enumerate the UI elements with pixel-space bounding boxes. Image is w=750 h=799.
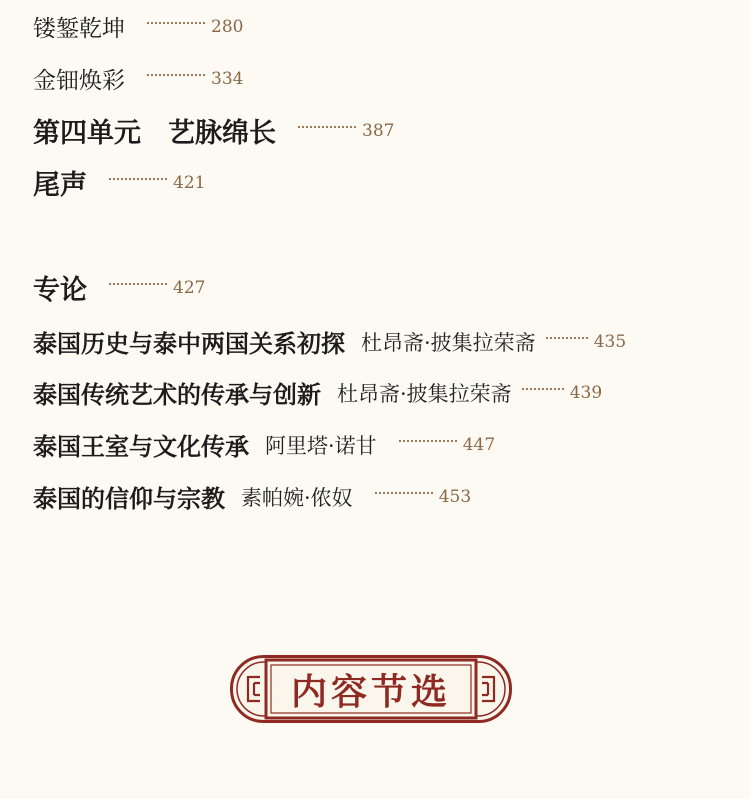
toc-entry-author: 杜昂斋·披集拉荣斋	[361, 330, 536, 355]
content-excerpt-badge	[230, 655, 512, 723]
dot-leader	[109, 178, 167, 180]
toc-entry-title: 尾声	[33, 170, 87, 201]
toc-entry-title: 金钿焕彩	[33, 68, 125, 94]
toc-entry-title: 泰国历史与泰中两国关系初探	[33, 329, 345, 358]
dot-leader	[399, 440, 457, 442]
toc-entry-title: 镂錾乾坤	[33, 16, 125, 42]
toc-entry	[33, 62, 243, 95]
dot-leader	[109, 283, 167, 285]
toc-entry-page: 453	[438, 486, 472, 507]
toc-entry-author: 阿里塔·诺甘	[265, 433, 377, 458]
dot-leader	[147, 74, 205, 76]
toc-section-heading	[33, 268, 205, 307]
toc-entry-page: 447	[462, 434, 496, 455]
dot-leader	[546, 337, 588, 339]
toc-entry-page: 387	[362, 120, 395, 141]
toc-entry-page: 439	[569, 382, 603, 403]
toc-section-heading	[33, 163, 205, 202]
dot-leader	[298, 126, 356, 128]
dot-leader	[375, 492, 433, 494]
toc-entry	[33, 324, 626, 359]
toc-entry-page: 427	[173, 277, 206, 298]
toc-entry	[33, 479, 471, 514]
toc-entry-author: 素帕婉·侬奴	[241, 485, 353, 510]
toc-entry	[33, 10, 243, 43]
toc-entry-title: 专论	[33, 275, 87, 306]
dot-leader	[147, 22, 205, 24]
toc-entry-author: 杜昂斋·披集拉荣斋	[337, 381, 512, 406]
dot-leader	[522, 388, 564, 390]
toc-entry-title: 泰国王室与文化传承	[33, 432, 249, 461]
toc-entry	[33, 427, 495, 462]
toc-entry-page: 435	[593, 331, 627, 352]
badge-label: 内容节选	[290, 670, 451, 713]
toc-entry-page: 334	[211, 68, 244, 89]
toc-section-heading	[33, 111, 394, 150]
toc-entry	[33, 375, 602, 410]
toc-entry-page: 421	[173, 172, 206, 193]
toc-entry-title: 第四单元 艺脉绵长	[33, 118, 276, 149]
toc-entry-title: 泰国传统艺术的传承与创新	[33, 380, 321, 409]
toc-entry-page: 280	[211, 16, 244, 37]
toc-entry-title: 泰国的信仰与宗教	[33, 484, 225, 513]
